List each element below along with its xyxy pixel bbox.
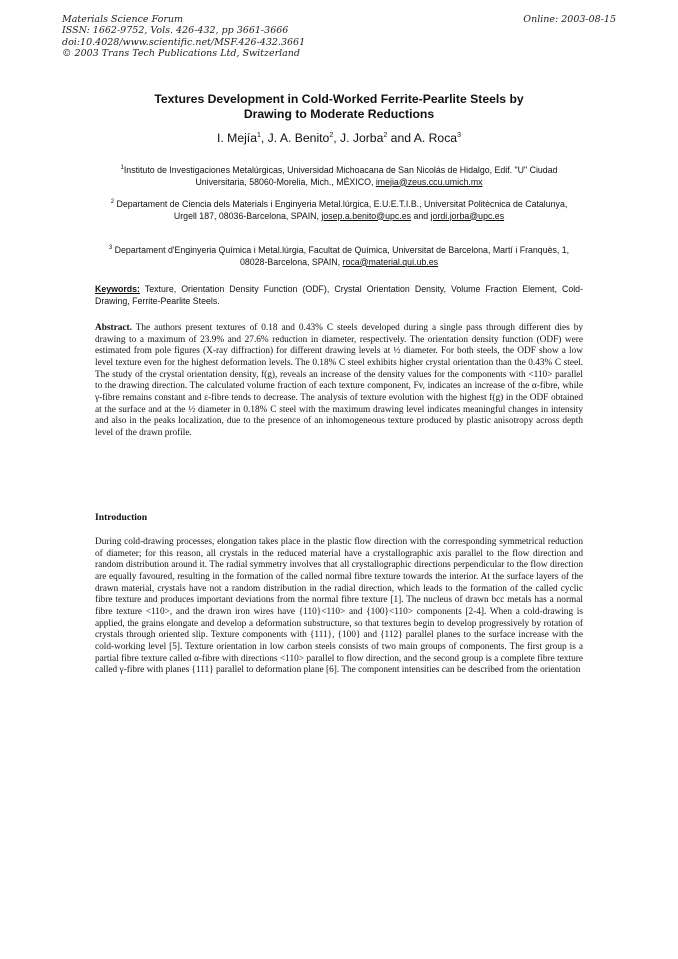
keywords-paragraph bbox=[95, 284, 583, 307]
keywords-label: Keywords: bbox=[95, 284, 140, 294]
affiliation-marker: 1 bbox=[256, 131, 261, 139]
introduction-paragraph: During cold-drawing processes, elongation takes place in the plastic flow direction with the corresponding symmetrical reduction of diameter; for this reason, all crystals in the reduced material have a crystallographic axis parallel to the flow direction and random distribution around it. The radial symmetry involves that all crystallographic directions perpendicular to the flow direction are equally favoured, resulting in the formation of the called normal fibre texture towards the interior. At the surface layers of the drawn material, crystals have not a random distribution in the radial direction, which leads to the formation of the called cyclic fibre texture and produces important deviations from the normal fibre texture [1]. The nucleus of drawn bcc metals has a normal fibre texture <110>, and the drawn iron wires have {110}<110> and {100}<110> components [2-4]. When a cold-drawing is applied, the grains elongate and develop a deformation substructure, so that textures begin to develop progressively by rotation of crystals through oriented slip. Texture components with {111}, {100} and {112} parallel planes to the surface increase with the cold-working level [5]. Texture orientation in low carbon steels consists of two main groups of components. The first group is a partial fibre texture called α-fibre with directions <110> parallel to flow direction, and the second group is a complete fibre texture called γ-fibre with planes {111} parallel to deformation plane [6]. The component intensities can be described from the orientation bbox=[95, 537, 583, 676]
section-heading-introduction: Introduction bbox=[95, 512, 148, 523]
abstract-paragraph bbox=[95, 323, 583, 440]
affiliation-marker: 3 bbox=[457, 131, 461, 139]
journal-name: Materials Science Forum bbox=[62, 14, 184, 25]
issn-line: ISSN: 1662-9752, Vols. 426-432, pp 3661-3666 bbox=[62, 25, 289, 37]
title-line-2: Drawing to Moderate Reductions bbox=[243, 107, 435, 121]
author-name: J. Jorba bbox=[340, 131, 384, 145]
keywords-text: Texture, Orientation Density Function (ODF), Crystal Orientation Density, Volume Fraction Element, Cold-Drawing, Ferrite-Pearlite Steels. bbox=[95, 284, 583, 306]
author-name: I. Mejía bbox=[217, 131, 257, 145]
author-name: A. Roca bbox=[413, 131, 458, 145]
online-date: Online: 2003-08-15 bbox=[523, 14, 616, 25]
affiliation-marker: 2 bbox=[329, 131, 334, 139]
email-link[interactable]: roca@material.qui.ub.es bbox=[342, 256, 438, 267]
doi-line: doi:10.4028/www.scientific.net/MSF.426-432.3661 bbox=[62, 36, 306, 48]
author-name: J. A. Benito bbox=[267, 131, 330, 145]
copyright-line: © 2003 Trans Tech Publications Ltd, Switzerland bbox=[62, 48, 301, 60]
email-link[interactable]: josep.a.benito@upc.es bbox=[321, 210, 412, 221]
abstract-text: The authors present textures of 0.18 and 0.43% C steels developed during a single pass through different dies by drawing to a maximum of 23.9% and 27.6% reduction in diameter, respectively. The orientation density function (ODF) were estimated from pole figures (X-ray diffraction) for different drawing levels at ½ diameter. For both steels, the ODF show a low level texture even for the highest deformation levels. The 0.18% C steel exhibits higher crystal orientation than the 0.43% C steel. The study of the crystal orientation density, f(g), reveals an increase of the density values for the components with <110> parallel to the drawing direction. The calculated volume fraction of each texture component, Fv, indicates an increase of the α-fibre, while γ-fibre remains constant and ε-fibre tends to decrease. The analysis of texture evolution with the highest f(g) in the ODF obtained at the surface and at the ½ diameter in 0.18% C steel with the maximum drawing level indicates meaningful changes in intensity and also in the peaks localization, due to the presence of an inhomogeneous texture produced by plastic anisotropy across depth level of the drawn profile. bbox=[95, 323, 583, 438]
email-link[interactable]: jordi.jorba@upc.es bbox=[430, 210, 505, 221]
abstract-label: Abstract. bbox=[95, 323, 132, 333]
affiliation-1: $^1$Instituto de Investigaciones Metalúrgicas, Universidad Michoacana de San Nicolás de Hidalgo, Edif. "U" Ciudad Universitaria, 58060-Morelia, Mich., MÉXICO, imejia@zeus.ccu.umich.mx bbox=[120, 164, 558, 187]
author-list: I. Mejía$^1$, J. A. Benito$^2$, J. Jorba$^2$ and A. Roca$^3$ bbox=[217, 131, 461, 145]
paper-title bbox=[95, 92, 583, 122]
journal-header bbox=[62, 14, 305, 60]
affiliation-marker: 2 bbox=[383, 131, 388, 139]
affiliation-3: $^3$ Departament d'Enginyeria Química i Metal.lúrgia, Facultat de Química, Universitat de Barcelona, Martí i Franquès, 1, 08028-Barcelona, SPAIN, roca@material.qui.ub.es bbox=[108, 244, 570, 267]
title-line-1: Textures Development in Cold-Worked Ferrite-Pearlite Steels by bbox=[154, 92, 524, 106]
affiliation-2: $^2$ Departament de Ciencia dels Materials i Enginyeria Metal.lúrgica, E.U.E.T.I.B., Universitat Politècnica de Catalunya, Urgell 187, 08036-Barcelona, SPAIN, josep.a.benito@upc.es and jordi.jorba@upc.es bbox=[110, 198, 568, 221]
email-link[interactable]: imejia@zeus.ccu.umich.mx bbox=[375, 176, 483, 187]
